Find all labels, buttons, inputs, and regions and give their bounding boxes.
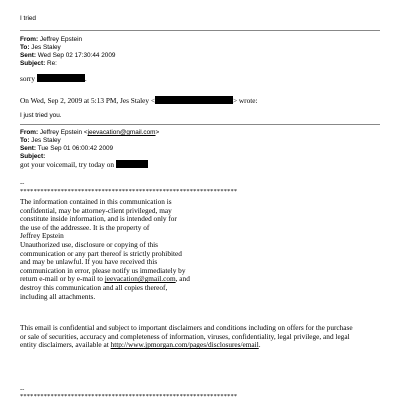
return-suffix: , and [175,274,190,284]
sent-value: Tue Sep 01 06:00:42 2009 [37,145,114,152]
from-label: From: [20,129,39,136]
msg1-from-row [20,36,82,43]
return-email-link[interactable]: jeevacation@gmail.com [104,274,176,284]
top-text: I tried [20,15,36,22]
sig-line: destroy this communication and all copies thereof, [20,282,168,292]
redaction-box [116,160,148,168]
from-email-link[interactable]: jeevacation@gmail.com [87,129,156,136]
to-label: To: [20,44,30,51]
subject-value: Re: [47,60,57,67]
from-label: From: [20,36,39,43]
to-value: Jes Staley [31,44,61,51]
disclaimer [20,324,378,350]
sig-line: constitute inside information, and is intended only for [20,214,177,224]
msg1-quote-header [20,96,258,106]
disclaimer-suffix: . [258,340,261,350]
sig-stars: **************************************************************** [20,188,238,195]
disclaimer-line-last [20,341,378,350]
msg1-quoted-text: I just tried you. [20,112,62,119]
sent-label: Sent: [20,52,36,59]
subject-label: Subject: [20,153,46,160]
msg1-subject-row [20,60,57,67]
disclaimer-line: or sale of securities, accuracy and completeness of information, viruses, confidentiality, legal privilege, and legal [20,331,350,341]
msg1-to-row [20,44,61,51]
redaction-box [155,96,233,104]
disclosures-link[interactable]: http://www.jpmorgan.com/pages/disclosures/email [110,340,259,350]
msg1-body [20,74,87,84]
sig-line: including all attachments. [20,291,96,301]
return-prefix: return e-mail or by e-mail to [20,274,105,284]
sig-line: the use of the addressee. It is the property of [20,222,150,232]
sent-label: Sent: [20,145,36,152]
sig-block [20,198,360,301]
sig-line: communication in error, please notify us immediately by [20,265,186,275]
msg2-body [20,160,148,170]
sig-line: and may be unlawful. If you have received this [20,257,158,267]
quote-prefix: On Wed, Sep 2, 2009 at 5:13 PM, Jes Staley < [20,96,155,105]
msg2-sent-row [20,145,113,152]
to-value: Jes Staley [31,137,61,144]
divider [20,124,380,125]
footer-dashes: -- [20,386,25,393]
sig-line: Unauthorized use, disclosure or copying of this [20,239,159,249]
subject-label: Subject: [20,60,46,67]
from-value: Jeffrey Epstein [39,36,83,43]
divider [20,30,380,31]
to-label: To: [20,137,30,144]
body-text: got your voicemail, try today on [20,160,115,169]
sig-line: Jeffrey Epstein [20,231,64,241]
quote-suffix: > wrote: [232,96,258,105]
footer-stars: **************************************************************** [20,393,238,400]
sig-dashes: -- [20,180,25,187]
from-value: Jeffrey Epstein [39,129,83,136]
sig-line: communication or any part thereof is strictly prohibited [20,248,182,258]
msg1-sent-row [20,52,115,59]
disclaimer-prefix: entity disclaimers, available at [20,340,111,350]
sig-line: The information contained in this communication is [20,197,172,206]
redaction-box [37,74,85,82]
msg2-from-row: From: Jeffrey Epstein <jeevacation@gmail.com> [20,129,160,136]
body-punct: . [84,74,87,83]
msg2-to-row [20,137,61,144]
body-text: sorry [20,74,35,83]
sent-value: Wed Sep 02 17:30:44 2009 [37,52,116,59]
sig-line: confidential, may be attorney-client privileged, may [20,205,172,215]
disclaimer-line: This email is confidential and subject to important disclaimers and conditions including on offers for the purchase [20,323,353,332]
